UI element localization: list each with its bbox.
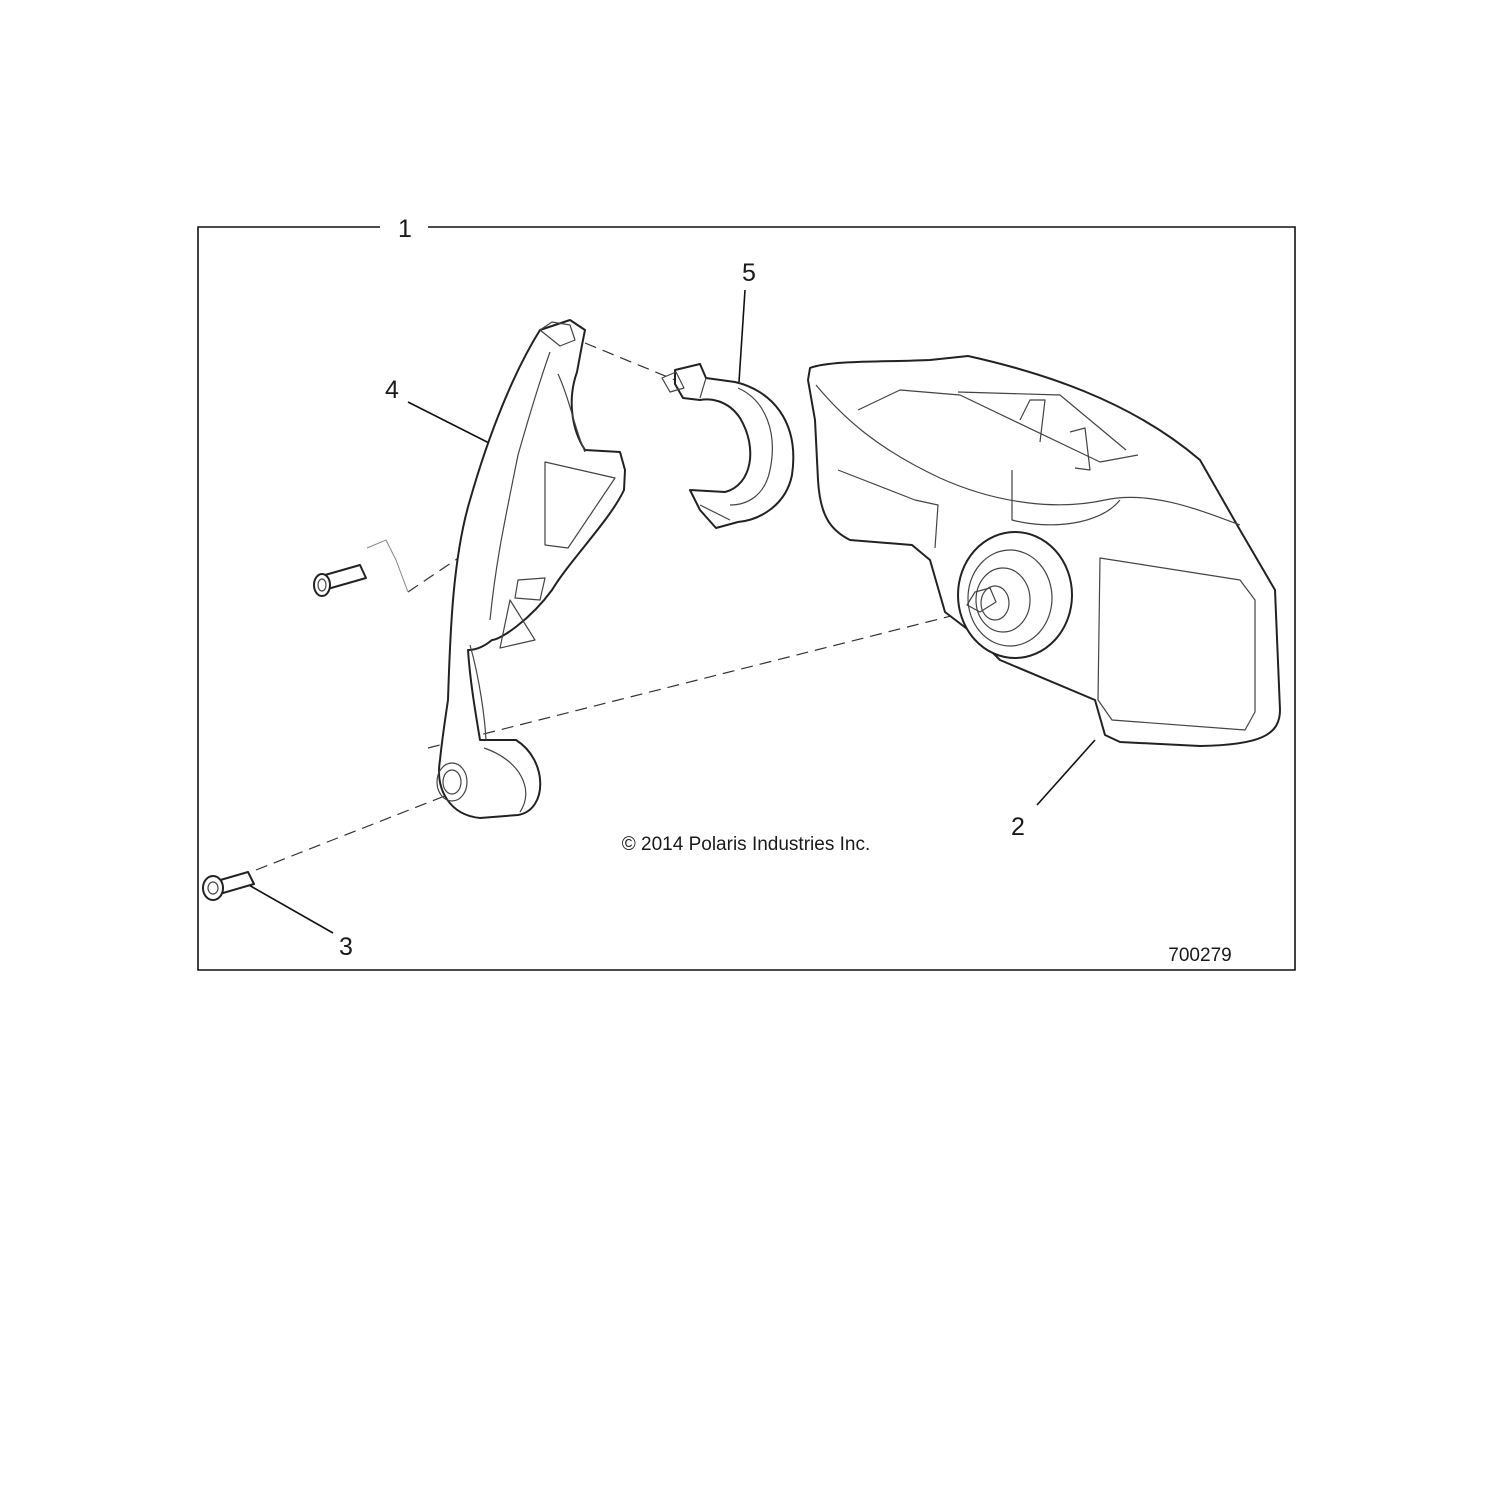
copyright-text: © 2014 Polaris Industries Inc. (621, 834, 871, 855)
callout-1: 1 (398, 215, 412, 243)
callout-5: 5 (742, 259, 756, 287)
leader-4 (408, 402, 497, 447)
leader-3 (240, 880, 333, 933)
figure-number: 700279 (1168, 945, 1232, 966)
callout-2: 2 (1011, 813, 1025, 841)
handlebar-clamp (662, 364, 793, 528)
leader-2 (1037, 740, 1095, 805)
upper-screw (314, 565, 366, 596)
leader-5 (739, 290, 745, 382)
lower-screw (203, 872, 254, 900)
callout-4: 4 (385, 376, 399, 404)
mirror-housing (808, 356, 1280, 746)
mounting-bracket (437, 320, 625, 818)
callout-3: 3 (339, 933, 353, 961)
